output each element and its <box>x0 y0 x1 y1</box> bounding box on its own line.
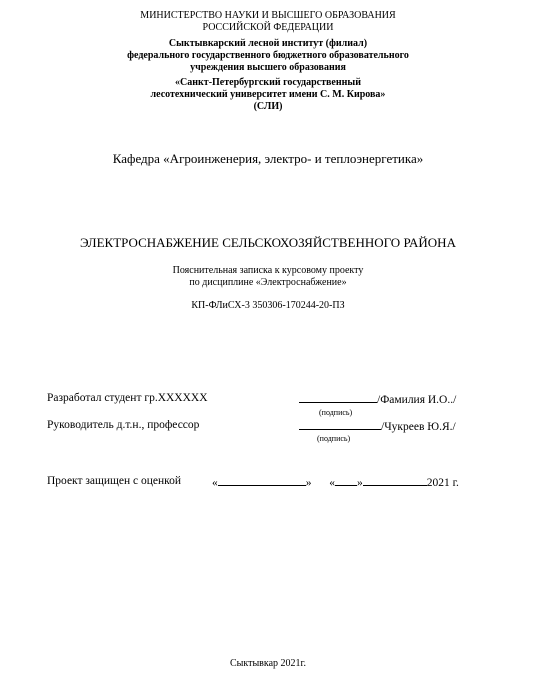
city-year: Сыктывкар 2021г. <box>229 658 307 669</box>
grade-blank <box>218 475 306 486</box>
federal-line: федерального государственного бюджетного образовательного <box>127 50 409 61</box>
subtitle-line-2: по дисциплине «Электроснабжение» <box>189 277 347 288</box>
developer-signature-row <box>299 392 456 406</box>
developer-label: Разработал студент гр.XXXXXX <box>47 392 208 404</box>
department-name: Кафедра «Агроинженерия, электро- и теплоэнергетика» <box>112 151 424 166</box>
developer-name: /Фамилия И.О../ <box>377 394 457 406</box>
institute-line: Сыктывкарский лесной институт (филиал) <box>168 38 368 49</box>
university-abbr: (СЛИ) <box>253 101 283 112</box>
subtitle-line-1: Пояснительная записка к курсовому проекту <box>172 265 364 276</box>
supervisor-signature-line <box>299 419 381 430</box>
ministry-line-2: РОССИЙСКОЙ ФЕДЕРАЦИИ <box>202 22 334 33</box>
supervisor-name: /Чукреев Ю.Я./ <box>381 421 456 433</box>
developer-signature-line <box>299 392 377 403</box>
day-open-quote: « <box>329 477 335 489</box>
supervisor-signature-row <box>299 419 456 433</box>
grade-open-quote: « <box>212 477 218 489</box>
institution-line: учреждения высшего образования <box>190 62 346 73</box>
defense-row <box>212 475 459 489</box>
month-blank <box>363 475 427 486</box>
defense-label: Проект защищен с оценкой <box>47 475 182 487</box>
day-blank <box>335 475 357 486</box>
grade-close-quote: » <box>305 477 312 489</box>
day-close-quote: » <box>357 477 363 489</box>
document-code: КП-ФЛиСХ-3 350306-170244-20-ПЗ <box>191 300 345 311</box>
developer-signature-note: (подпись) <box>319 408 353 417</box>
university-line-1: «Санкт-Петербургский государственный <box>175 77 361 88</box>
ministry-line-1: МИНИСТЕРСТВО НАУКИ И ВЫСШЕГО ОБРАЗОВАНИЯ <box>140 10 396 21</box>
supervisor-label: Руководитель д.т.н., профессор <box>47 419 200 431</box>
defense-year: 2021 г. <box>426 477 459 489</box>
page-title: ЭЛЕКТРОСНАБЖЕНИЕ СЕЛЬСКОХОЗЯЙСТВЕННОГО РАЙОНА <box>80 235 456 250</box>
university-line-2: лесотехнический университет имени С. М. Кирова» <box>150 89 386 100</box>
supervisor-signature-note: (подпись) <box>317 434 351 443</box>
